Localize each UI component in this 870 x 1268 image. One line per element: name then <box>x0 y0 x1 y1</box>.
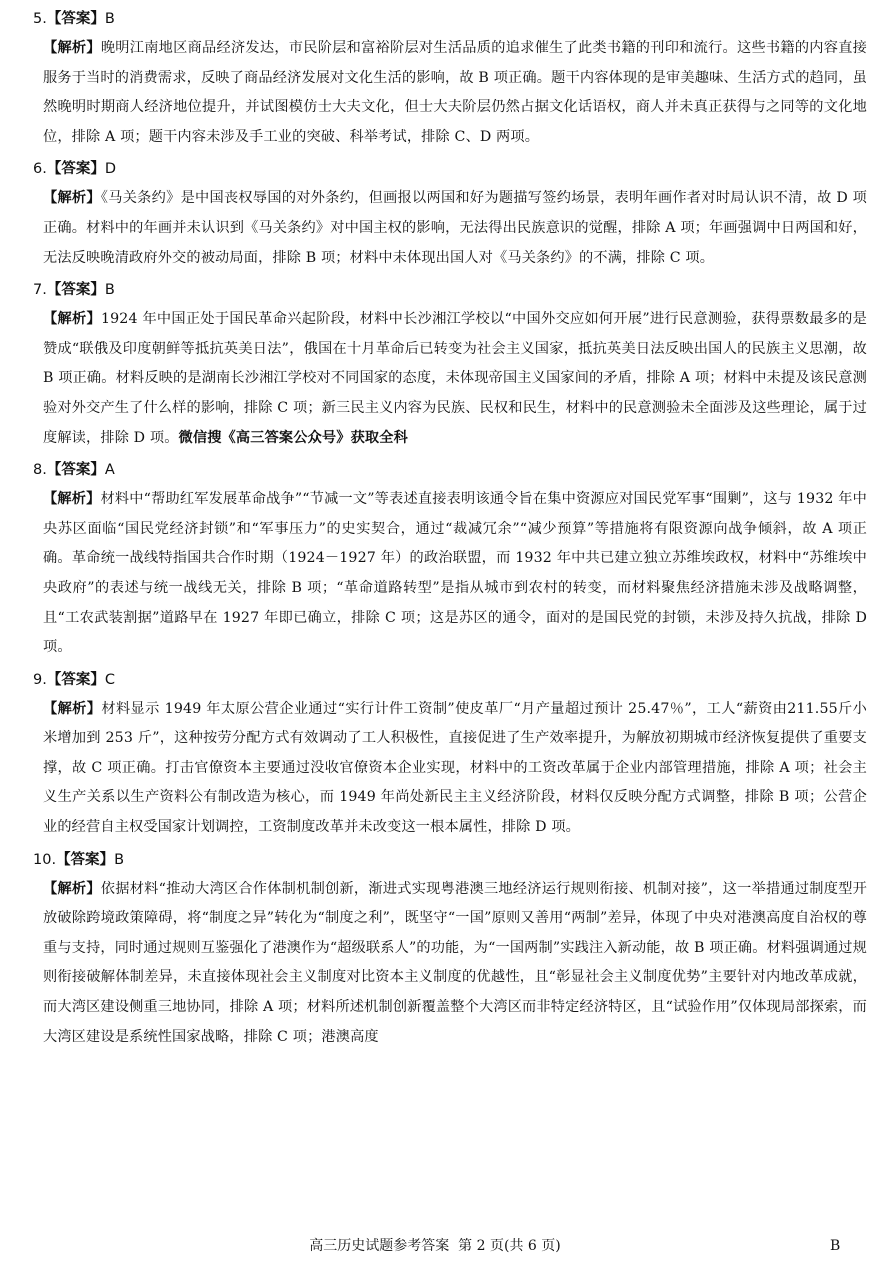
question-number: 8. <box>33 462 47 479</box>
analysis-paragraph <box>43 875 867 1053</box>
answer-line <box>33 459 867 481</box>
analysis-text: 《马关条约》是中国丧权辱国的对外条约，但画报以两国和好为题描写签约场景，表明年画作者对时局认识不清，故 D 项正确。材料中的年画并未认识到《马关条约》对中国主权的影响，无法得出民族意识的觉醒，排除 A 项；年画强调中日两国和好，无法反映晚清政府外交的被动局面，排除 B 项；材料中未体现出国人对《马关条约》的不满，排除 C 项。 <box>43 190 867 266</box>
answer-tag: 【答案】 <box>46 282 105 299</box>
question-9 <box>33 669 867 843</box>
question-number: 7. <box>33 282 47 299</box>
answer-letter: C <box>104 671 115 688</box>
answer-tag: 【答案】 <box>46 671 105 688</box>
answer-letter: B <box>104 282 115 299</box>
footer-title: 高三历史试题参考答案 <box>309 1238 450 1254</box>
question-10 <box>33 849 867 1053</box>
analysis-tag: 【解析】 <box>43 880 101 897</box>
page-footer <box>0 1234 870 1258</box>
question-7 <box>33 279 867 453</box>
question-number: 10. <box>33 851 57 868</box>
question-5 <box>33 8 867 152</box>
promo-text: 微信搜《高三答案公众号》获取全科 <box>178 429 408 446</box>
analysis-paragraph <box>43 485 867 663</box>
question-number: 5. <box>33 11 47 27</box>
analysis-paragraph <box>43 34 867 152</box>
question-number: 6. <box>33 161 47 178</box>
question-8 <box>33 459 867 663</box>
analysis-paragraph <box>43 305 867 453</box>
analysis-tag: 【解析】 <box>43 311 101 328</box>
analysis-tag: 【解析】 <box>43 700 102 717</box>
answer-tag: 【答案】 <box>46 11 105 27</box>
answer-letter: A <box>104 462 115 479</box>
answer-line <box>33 8 867 30</box>
analysis-text: 材料显示 1949 年太原公营企业通过“实行计件工资制”使皮革厂“月产量超过预计 25.47％”，工人“薪资由211.55斤小米增加到 253 斤”，这种按劳分配方式有效调动了工人积极性，直接促进了生产效率提升，为解放初期城市经济恢复提供了重要支撑，故 C 项正确。打击官僚资本主要通过没收官僚资本企业实现，材料中的工资改革属于企业内部管理措施，排除 A 项；社会主义生产关系以生产资料公有制改造为核心，而 1949 年尚处新民主主义经济阶段，材料仅反映分配方式调整，排除 B 项；公营企业的经营自主权受国家计划调控，工资制度改革并未改变这一根本属性，排除 D 项。 <box>43 700 867 836</box>
page-number: 第 2 页(共 6 页) <box>458 1238 561 1254</box>
answer-line <box>33 279 867 301</box>
answer-letter: D <box>104 161 117 178</box>
answer-line <box>33 669 867 691</box>
question-number: 9. <box>33 671 47 688</box>
answer-line <box>33 158 867 180</box>
analysis-text: 材料中“帮助红军发展革命战争”“节减一文”等表述直接表明该通令旨在集中资源应对国民党军事“围剿”，这与 1932 年中央苏区面临“国民党经济封锁”和“军事压力”的史实契合，通过“裁减冗余”“减少预算”等措施将有限资源向战争倾斜，故 A 项正确。革命统一战线特指国共合作时期（1924－1927 年）的政治联盟，而 1932 年中共已建立独立苏维埃政权，材料中“苏维埃中央政府”的表述与统一战线无关，排除 B 项；“革命道路转型”是指从城市到农村的转变，而材料聚焦经济措施未涉及战略调整，且“工农武装割据”道路早在 1927 年即已确立，排除 C 项；这是苏区的通令，面对的是国民党的封锁，未涉及持久抗战，排除 D 项。 <box>43 491 867 656</box>
answer-line <box>33 849 867 871</box>
question-6 <box>33 158 867 273</box>
answer-letter: B <box>114 851 125 868</box>
answer-list <box>33 8 867 1058</box>
analysis-text: 依据材料“推动大湾区合作体制机制创新，渐进式实现粤港澳三地经济运行规则衔接、机制对接”，这一举措通过制度型开放破除跨境政策障碍，将“制度之异”转化为“制度之利”，既坚守“一国”原则又善用“两制”差异，体现了中央对港澳高度自治权的尊重与支持，同时通过规则互鉴强化了港澳作为“超级联系人”的功能，为“一国两制”实践注入新动能，故 B 项正确。材料强调通过规则衔接破解体制差异，未直接体现社会主义制度对比资本主义制度的优越性，且“彰显社会主义制度优势”主要针对内地改革成就，而大湾区建设侧重三地协同，排除 A 项；材料所述机制创新覆盖整个大湾区而非特定经济特区，且“试验作用”仅体现局部探索，而大湾区建设是系统性国家战略，排除 C 项；港澳高度 <box>43 880 867 1045</box>
analysis-paragraph <box>43 184 867 273</box>
paper-version: B <box>830 1238 841 1254</box>
answer-tag: 【答案】 <box>46 462 105 479</box>
analysis-paragraph <box>43 695 867 843</box>
footer-center <box>0 1234 870 1258</box>
analysis-text: 1924 年中国正处于国民革命兴起阶段，材料中长沙湘江学校以“中国外交应如何开展”进行民意测验，获得票数最多的是赞成“联俄及印度朝鲜等抵抗英美日法”，俄国在十月革命后已转变为社会主义国家，抵抗英美日法反映出国人的民族主义思潮，故 B 项正确。材料反映的是湖南长沙湘江学校对不同国家的态度，未体现帝国主义国家间的矛盾，排除 A 项；材料中未提及该民意测验对外交产生了什么样的影响，排除 C 项；新三民主义内容为民族、民权和民生，材料中的民意测验未全面涉及这些理论，属于过度解读，排除 D 项。 <box>43 311 867 446</box>
analysis-tag: 【解析】 <box>43 491 101 508</box>
answer-letter: B <box>104 11 115 27</box>
analysis-text: 晚明江南地区商品经济发达，市民阶层和富裕阶层对生活品质的追求催生了此类书籍的刊印和流行。这些书籍的内容直接服务于当时的消费需求，反映了商品经济发展对文化生活的影响，故 B 项正确。题干内容体现的是审美趣味、生活方式的趋同，虽然晚明时期商人经济地位提升，并试图模仿士大夫文化，但士大夫阶层仍然占据文化话语权，商人并未真正获得与之同等的文化地位，排除 A 项；题干内容未涉及手工业的突破、科举考试，排除 C、D 两项。 <box>43 40 867 145</box>
analysis-tag: 【解析】 <box>43 40 101 56</box>
analysis-tag: 【解析】 <box>43 190 101 207</box>
answer-tag: 【答案】 <box>56 851 115 868</box>
answer-tag: 【答案】 <box>46 161 105 178</box>
